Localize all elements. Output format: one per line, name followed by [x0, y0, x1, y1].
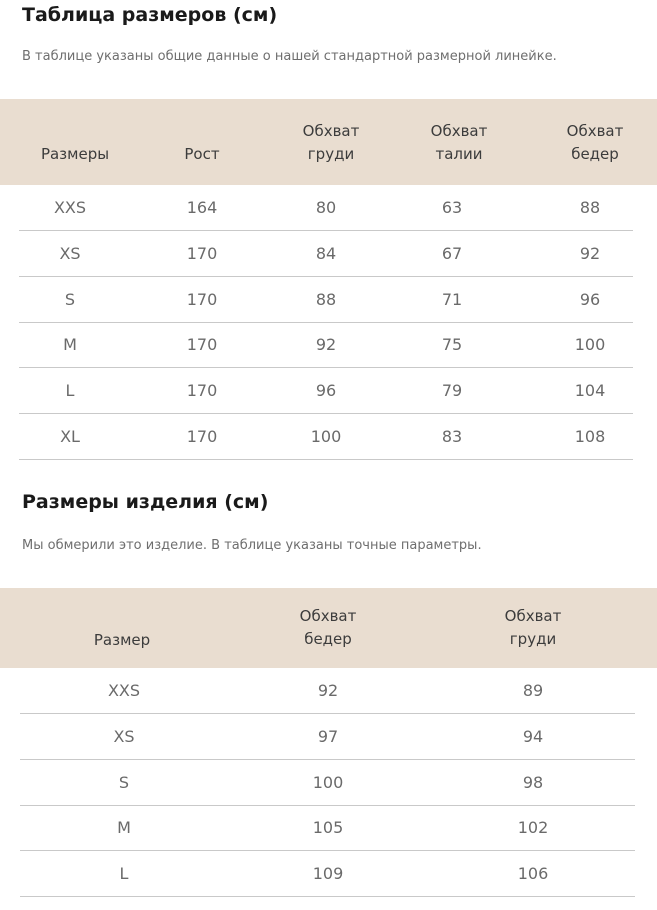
table-cell: 100: [310, 427, 342, 446]
table-row: [20, 668, 635, 714]
table-cell: 89: [522, 681, 544, 700]
table-cell: 100: [574, 335, 606, 355]
table-row: [20, 851, 635, 897]
table-cell: 83: [441, 427, 463, 446]
table-cell: 108: [574, 427, 606, 446]
table-cell: 96: [579, 289, 601, 309]
table-cell: 105: [312, 818, 344, 838]
table-cell: 164: [186, 198, 218, 217]
table-cell: 109: [312, 864, 344, 884]
table-cell: XS: [59, 243, 81, 263]
table-cell: 170: [186, 381, 218, 401]
table-row: [19, 277, 633, 323]
table-cell: L: [119, 864, 129, 884]
item-size-title: Размеры изделия (см): [22, 491, 269, 513]
header-cell-size: Размер: [93, 631, 151, 649]
table-cell: 79: [441, 381, 463, 401]
table-cell: 92: [317, 681, 339, 700]
table-cell: 67: [441, 243, 463, 263]
table-cell: 98: [522, 772, 544, 792]
table-row: [19, 185, 633, 231]
table-cell: 106: [517, 864, 549, 884]
header-cell-chest: Обхват груди: [504, 607, 562, 648]
table-cell: S: [118, 772, 130, 792]
item-size-header: [0, 588, 657, 668]
table-cell: 170: [186, 427, 218, 446]
header-cell-sizes: Размеры: [40, 145, 110, 163]
table-cell: XXS: [107, 681, 141, 700]
table-cell: 75: [441, 335, 463, 355]
table-cell: M: [117, 818, 131, 838]
table-cell: 170: [186, 335, 218, 355]
header-cell-height: Рост: [184, 145, 220, 163]
table-cell: XL: [60, 427, 80, 446]
table-row: [20, 805, 635, 851]
table-cell: L: [65, 381, 75, 401]
table-cell: M: [63, 335, 77, 355]
table-cell: XXS: [53, 198, 87, 217]
table-row: [19, 322, 633, 368]
table-cell: 94: [522, 726, 544, 746]
table-cell: 92: [579, 243, 601, 263]
header-cell-hips: Обхват бедер: [299, 607, 357, 648]
table-cell: 100: [312, 772, 344, 792]
table-cell: 170: [186, 289, 218, 309]
table-row: [19, 368, 633, 414]
size-chart-description: В таблице указаны общие данные о нашей стандартной размерной линейке.: [22, 49, 557, 64]
table-cell: 63: [441, 198, 463, 217]
table-row: [19, 414, 633, 460]
size-chart-header: [0, 99, 657, 185]
table-cell: 84: [315, 243, 337, 263]
table-cell: 92: [315, 335, 337, 355]
table-cell: 88: [579, 198, 601, 217]
table-cell: XS: [113, 726, 135, 746]
item-size-description: Мы обмерили это изделие. В таблице указаны точные параметры.: [22, 538, 482, 553]
table-row: [19, 231, 633, 277]
header-cell-chest: Обхват груди: [302, 122, 360, 163]
table-cell: 88: [315, 289, 337, 309]
table-cell: 102: [517, 818, 549, 838]
table-cell: 80: [315, 198, 337, 217]
table-cell: 170: [186, 243, 218, 263]
table-cell: S: [64, 289, 76, 309]
table-row: [20, 760, 635, 806]
table-row: [20, 714, 635, 760]
table-cell: 104: [574, 381, 606, 401]
table-cell: 97: [317, 726, 339, 746]
table-cell: 71: [441, 289, 463, 309]
table-cell: 96: [315, 381, 337, 401]
size-chart-title: Таблица размеров (см): [22, 4, 278, 26]
header-cell-hips: Обхват бедер: [566, 122, 624, 163]
header-cell-waist: Обхват талии: [430, 122, 488, 163]
